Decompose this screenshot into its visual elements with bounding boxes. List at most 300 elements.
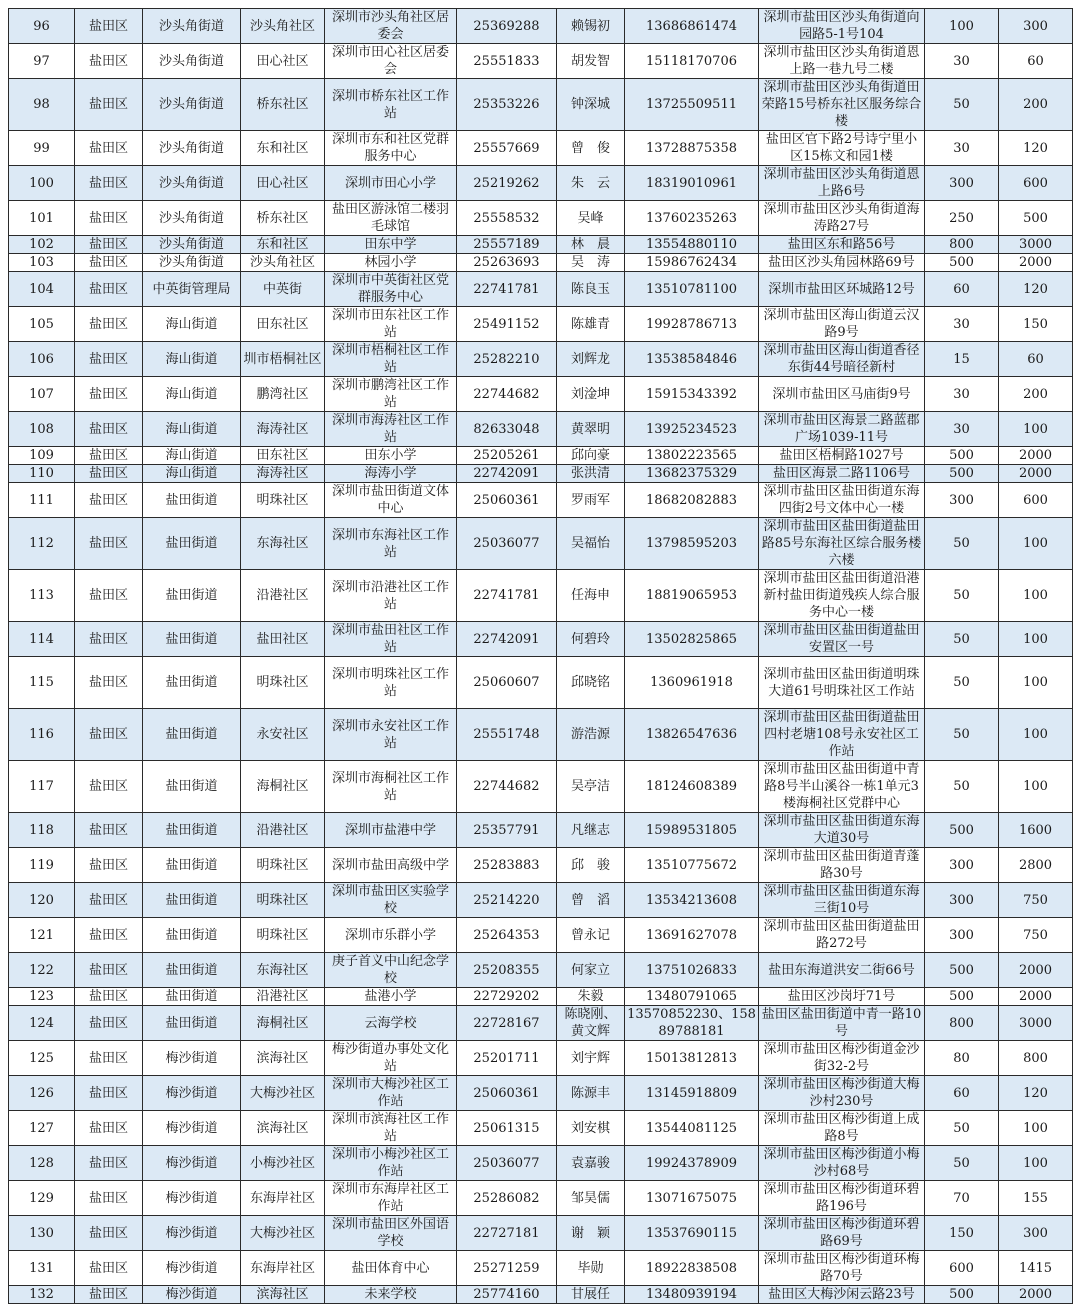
cell-street: 盐田街道	[143, 657, 241, 709]
cell-district: 盐田区	[75, 848, 143, 883]
cell-district: 盐田区	[75, 254, 143, 272]
cell-community: 田东社区	[241, 307, 325, 342]
cell-c2: 1415	[999, 1251, 1073, 1286]
cell-street: 沙头角街道	[143, 236, 241, 254]
cell-district: 盐田区	[75, 483, 143, 518]
cell-site: 庚子首义中山纪念学校	[325, 953, 457, 988]
cell-no: 122	[9, 953, 75, 988]
cell-no: 118	[9, 813, 75, 848]
cell-c1: 600	[925, 1251, 999, 1286]
cell-street: 盐田街道	[143, 518, 241, 570]
cell-community: 东和社区	[241, 131, 325, 166]
cell-community: 沿港社区	[241, 570, 325, 622]
cell-phone: 22728167	[457, 1006, 557, 1041]
cell-c1: 100	[925, 9, 999, 44]
cell-contact: 谢 颖	[557, 1216, 625, 1251]
cell-c2: 2000	[999, 988, 1073, 1006]
cell-c1: 500	[925, 988, 999, 1006]
table-row	[9, 1216, 1073, 1251]
cell-c1: 50	[925, 709, 999, 761]
cell-street: 梅沙街道	[143, 1111, 241, 1146]
cell-mobile: 13826547636	[625, 709, 759, 761]
cell-c1: 500	[925, 1286, 999, 1304]
cell-c2: 2000	[999, 447, 1073, 465]
cell-c2: 120	[999, 131, 1073, 166]
cell-street: 盐田街道	[143, 813, 241, 848]
cell-street: 盐田街道	[143, 988, 241, 1006]
cell-c1: 50	[925, 1146, 999, 1181]
cell-phone: 25205261	[457, 447, 557, 465]
cell-street: 海山街道	[143, 307, 241, 342]
cell-c1: 300	[925, 166, 999, 201]
cell-c2: 100	[999, 622, 1073, 657]
cell-c1: 500	[925, 953, 999, 988]
cell-no: 124	[9, 1006, 75, 1041]
cell-district: 盐田区	[75, 1076, 143, 1111]
table-row	[9, 518, 1073, 570]
cell-mobile: 13802223565	[625, 447, 759, 465]
cell-address: 盐田区东和路56号	[759, 236, 925, 254]
cell-address: 深圳市盐田区盐田街道盐田安置区一号	[759, 622, 925, 657]
cell-c1: 150	[925, 1216, 999, 1251]
cell-contact: 毕勋	[557, 1251, 625, 1286]
cell-site: 田东小学	[325, 447, 457, 465]
cell-contact: 胡发智	[557, 44, 625, 79]
cell-contact: 何家立	[557, 953, 625, 988]
cell-district: 盐田区	[75, 1041, 143, 1076]
cell-mobile: 13502825865	[625, 622, 759, 657]
cell-c2: 2000	[999, 254, 1073, 272]
cell-c1: 60	[925, 1076, 999, 1111]
cell-contact: 刘辉龙	[557, 342, 625, 377]
cell-c1: 500	[925, 465, 999, 483]
cell-site: 深圳市东海岸社区工作站	[325, 1181, 457, 1216]
cell-c2: 600	[999, 483, 1073, 518]
cell-site: 深圳市沿港社区工作站	[325, 570, 457, 622]
table-row	[9, 1111, 1073, 1146]
shelter-table	[8, 8, 1073, 1304]
cell-c2: 2000	[999, 465, 1073, 483]
cell-contact: 赖锡初	[557, 9, 625, 44]
cell-district: 盐田区	[75, 953, 143, 988]
cell-no: 115	[9, 657, 75, 709]
cell-c1: 15	[925, 342, 999, 377]
cell-community: 明珠社区	[241, 848, 325, 883]
cell-mobile: 15013812813	[625, 1041, 759, 1076]
cell-community: 海涛社区	[241, 412, 325, 447]
cell-c1: 500	[925, 813, 999, 848]
cell-no: 101	[9, 201, 75, 236]
cell-mobile: 13554880110	[625, 236, 759, 254]
cell-no: 103	[9, 254, 75, 272]
cell-community: 小梅沙社区	[241, 1146, 325, 1181]
cell-mobile: 18124608389	[625, 761, 759, 813]
cell-address: 深圳市盐田区梅沙街道上成路8号	[759, 1111, 925, 1146]
cell-no: 113	[9, 570, 75, 622]
cell-contact: 曾永记	[557, 918, 625, 953]
cell-phone: 25557189	[457, 236, 557, 254]
table-row	[9, 1251, 1073, 1286]
cell-community: 明珠社区	[241, 483, 325, 518]
cell-contact: 任海申	[557, 570, 625, 622]
cell-c1: 300	[925, 483, 999, 518]
cell-phone: 25219262	[457, 166, 557, 201]
cell-address: 深圳市盐田区盐田街道东海三街10号	[759, 883, 925, 918]
cell-site: 深圳市永安社区工作站	[325, 709, 457, 761]
cell-phone: 25774160	[457, 1286, 557, 1304]
cell-site: 田东中学	[325, 236, 457, 254]
cell-street: 梅沙街道	[143, 1146, 241, 1181]
cell-district: 盐田区	[75, 622, 143, 657]
cell-community: 滨海社区	[241, 1111, 325, 1146]
cell-no: 127	[9, 1111, 75, 1146]
cell-contact: 刘安棋	[557, 1111, 625, 1146]
cell-street: 梅沙街道	[143, 1076, 241, 1111]
cell-address: 深圳市盐田区盐田街道中青路8号半山溪谷一栋1单元3楼海桐社区党群中心	[759, 761, 925, 813]
cell-c2: 100	[999, 1146, 1073, 1181]
cell-no: 96	[9, 9, 75, 44]
cell-address: 深圳市盐田区梅沙街道大梅沙村230号	[759, 1076, 925, 1111]
table-row	[9, 9, 1073, 44]
cell-site: 深圳市盐田社区工作站	[325, 622, 457, 657]
cell-mobile: 13686861474	[625, 9, 759, 44]
cell-c2: 2000	[999, 1286, 1073, 1304]
cell-street: 盐田街道	[143, 918, 241, 953]
cell-c2: 120	[999, 1076, 1073, 1111]
cell-community: 中英街	[241, 272, 325, 307]
table-row	[9, 883, 1073, 918]
table-row	[9, 166, 1073, 201]
cell-mobile: 13728875358	[625, 131, 759, 166]
cell-community: 桥东社区	[241, 79, 325, 131]
cell-district: 盐田区	[75, 1006, 143, 1041]
cell-district: 盐田区	[75, 377, 143, 412]
cell-street: 中英街管理局	[143, 272, 241, 307]
cell-community: 海桐社区	[241, 761, 325, 813]
cell-contact: 陈良玉	[557, 272, 625, 307]
table-row	[9, 1076, 1073, 1111]
cell-community: 沿港社区	[241, 813, 325, 848]
cell-c2: 3000	[999, 236, 1073, 254]
cell-community: 沙头角社区	[241, 254, 325, 272]
cell-phone: 25214220	[457, 883, 557, 918]
cell-community: 永安社区	[241, 709, 325, 761]
cell-site: 盐田区游泳馆二楼羽毛球馆	[325, 201, 457, 236]
cell-address: 深圳市盐田区沙头角街道海涛路27号	[759, 201, 925, 236]
cell-contact: 袁嘉骏	[557, 1146, 625, 1181]
cell-c2: 2000	[999, 953, 1073, 988]
cell-no: 98	[9, 79, 75, 131]
cell-c2: 300	[999, 9, 1073, 44]
cell-community: 海涛社区	[241, 465, 325, 483]
cell-district: 盐田区	[75, 166, 143, 201]
cell-mobile: 15989531805	[625, 813, 759, 848]
cell-district: 盐田区	[75, 988, 143, 1006]
cell-district: 盐田区	[75, 1286, 143, 1304]
cell-mobile: 15915343392	[625, 377, 759, 412]
cell-no: 130	[9, 1216, 75, 1251]
cell-community: 滨海社区	[241, 1286, 325, 1304]
cell-address: 盐田区梧桐路1027号	[759, 447, 925, 465]
cell-contact: 吴福怡	[557, 518, 625, 570]
cell-phone: 25036077	[457, 518, 557, 570]
cell-street: 盐田街道	[143, 848, 241, 883]
cell-address: 深圳市盐田区盐田街道沿港新村盐田街道残疾人综合服务中心一楼	[759, 570, 925, 622]
table-row	[9, 465, 1073, 483]
cell-site: 深圳市大梅沙社区工作站	[325, 1076, 457, 1111]
cell-mobile: 13682375329	[625, 465, 759, 483]
table-row	[9, 848, 1073, 883]
cell-mobile: 13537690115	[625, 1216, 759, 1251]
cell-site: 深圳市滨海社区工作站	[325, 1111, 457, 1146]
cell-c1: 300	[925, 883, 999, 918]
cell-district: 盐田区	[75, 236, 143, 254]
cell-no: 102	[9, 236, 75, 254]
cell-community: 桥东社区	[241, 201, 325, 236]
cell-address: 盐田区沙头角园林路69号	[759, 254, 925, 272]
table-row	[9, 1286, 1073, 1304]
cell-site: 深圳市田心社区居委会	[325, 44, 457, 79]
cell-c1: 60	[925, 272, 999, 307]
cell-c1: 50	[925, 622, 999, 657]
cell-address: 深圳市盐田区沙头角街道田荣路15号桥东社区服务综合楼	[759, 79, 925, 131]
cell-street: 海山街道	[143, 447, 241, 465]
cell-c2: 155	[999, 1181, 1073, 1216]
cell-community: 大梅沙社区	[241, 1216, 325, 1251]
cell-phone: 25357791	[457, 813, 557, 848]
cell-phone: 22744682	[457, 377, 557, 412]
cell-contact: 陈源丰	[557, 1076, 625, 1111]
cell-phone: 22742091	[457, 465, 557, 483]
cell-contact: 曾 俊	[557, 131, 625, 166]
cell-site: 深圳市中英街社区党群服务中心	[325, 272, 457, 307]
cell-no: 111	[9, 483, 75, 518]
cell-district: 盐田区	[75, 883, 143, 918]
cell-c1: 300	[925, 918, 999, 953]
cell-c2: 200	[999, 79, 1073, 131]
cell-contact: 黄翠明	[557, 412, 625, 447]
cell-contact: 陈晓刚、黄文辉	[557, 1006, 625, 1041]
cell-contact: 吴 涛	[557, 254, 625, 272]
cell-no: 131	[9, 1251, 75, 1286]
cell-district: 盐田区	[75, 9, 143, 44]
cell-address: 深圳市盐田区盐田街道盐田路272号	[759, 918, 925, 953]
cell-c2: 3000	[999, 1006, 1073, 1041]
cell-phone: 25264353	[457, 918, 557, 953]
cell-community: 滨海社区	[241, 1041, 325, 1076]
table-row	[9, 447, 1073, 465]
cell-no: 105	[9, 307, 75, 342]
cell-phone: 25060361	[457, 1076, 557, 1111]
cell-contact: 林 晨	[557, 236, 625, 254]
cell-address: 深圳市盐田区沙头角街道恩上路6号	[759, 166, 925, 201]
table-row	[9, 307, 1073, 342]
cell-mobile: 13538584846	[625, 342, 759, 377]
table-row	[9, 412, 1073, 447]
cell-mobile: 18819065953	[625, 570, 759, 622]
table-row	[9, 761, 1073, 813]
cell-contact: 刘淦坤	[557, 377, 625, 412]
cell-address: 盐田区大梅沙闲云路23号	[759, 1286, 925, 1304]
cell-street: 梅沙街道	[143, 1041, 241, 1076]
cell-community: 大梅沙社区	[241, 1076, 325, 1111]
cell-mobile: 13925234523	[625, 412, 759, 447]
cell-site: 深圳市梧桐社区工作站	[325, 342, 457, 377]
cell-mobile: 18319010961	[625, 166, 759, 201]
cell-contact: 张洪清	[557, 465, 625, 483]
cell-community: 圳市梧桐社区	[241, 342, 325, 377]
table-row	[9, 1181, 1073, 1216]
cell-street: 沙头角街道	[143, 44, 241, 79]
cell-site: 云海学校	[325, 1006, 457, 1041]
cell-street: 盐田街道	[143, 883, 241, 918]
cell-mobile: 15986762434	[625, 254, 759, 272]
cell-street: 海山街道	[143, 465, 241, 483]
cell-contact: 吴峰	[557, 201, 625, 236]
cell-phone: 25282210	[457, 342, 557, 377]
cell-mobile: 13798595203	[625, 518, 759, 570]
cell-contact: 陈雄青	[557, 307, 625, 342]
cell-mobile: 18922838508	[625, 1251, 759, 1286]
table-row	[9, 272, 1073, 307]
cell-community: 鹏湾社区	[241, 377, 325, 412]
cell-phone: 25263693	[457, 254, 557, 272]
cell-c2: 100	[999, 518, 1073, 570]
cell-c1: 800	[925, 236, 999, 254]
cell-street: 盐田街道	[143, 483, 241, 518]
cell-no: 107	[9, 377, 75, 412]
cell-community: 东海社区	[241, 953, 325, 988]
cell-c1: 30	[925, 412, 999, 447]
cell-street: 海山街道	[143, 377, 241, 412]
cell-phone: 25557669	[457, 131, 557, 166]
cell-district: 盐田区	[75, 465, 143, 483]
cell-c2: 60	[999, 44, 1073, 79]
cell-address: 深圳市盐田区梅沙街道环碧路69号	[759, 1216, 925, 1251]
cell-contact: 邹昊儒	[557, 1181, 625, 1216]
cell-district: 盐田区	[75, 709, 143, 761]
table-row	[9, 1146, 1073, 1181]
cell-street: 海山街道	[143, 412, 241, 447]
table-row	[9, 570, 1073, 622]
cell-community: 沙头角社区	[241, 9, 325, 44]
cell-mobile: 18682082883	[625, 483, 759, 518]
cell-c2: 100	[999, 412, 1073, 447]
cell-street: 梅沙街道	[143, 1181, 241, 1216]
table-row	[9, 813, 1073, 848]
cell-no: 125	[9, 1041, 75, 1076]
cell-no: 114	[9, 622, 75, 657]
table-row	[9, 201, 1073, 236]
cell-c2: 2800	[999, 848, 1073, 883]
table-body	[9, 9, 1073, 1304]
cell-address: 盐田区沙岗圩71号	[759, 988, 925, 1006]
cell-c2: 100	[999, 570, 1073, 622]
cell-community: 海桐社区	[241, 1006, 325, 1041]
cell-phone: 22741781	[457, 570, 557, 622]
cell-street: 盐田街道	[143, 709, 241, 761]
cell-c1: 30	[925, 131, 999, 166]
cell-c1: 50	[925, 761, 999, 813]
cell-street: 沙头角街道	[143, 166, 241, 201]
cell-mobile: 1360961918	[625, 657, 759, 709]
cell-mobile: 13760235263	[625, 201, 759, 236]
cell-mobile: 13480791065	[625, 988, 759, 1006]
cell-no: 109	[9, 447, 75, 465]
cell-district: 盐田区	[75, 131, 143, 166]
cell-community: 东和社区	[241, 236, 325, 254]
cell-community: 田东社区	[241, 447, 325, 465]
cell-street: 盐田街道	[143, 622, 241, 657]
cell-no: 116	[9, 709, 75, 761]
cell-no: 120	[9, 883, 75, 918]
cell-phone: 22744682	[457, 761, 557, 813]
cell-address: 深圳市盐田区梅沙街道环碧路196号	[759, 1181, 925, 1216]
cell-site: 深圳市盐田街道文体中心	[325, 483, 457, 518]
cell-community: 明珠社区	[241, 918, 325, 953]
cell-street: 梅沙街道	[143, 1286, 241, 1304]
cell-street: 海山街道	[143, 342, 241, 377]
cell-c2: 100	[999, 657, 1073, 709]
cell-phone: 25558532	[457, 201, 557, 236]
cell-contact: 游浩源	[557, 709, 625, 761]
cell-address: 深圳市盐田区海景二路蓝郡广场1039-11号	[759, 412, 925, 447]
cell-contact: 凡继志	[557, 813, 625, 848]
cell-c1: 50	[925, 1111, 999, 1146]
cell-c1: 30	[925, 44, 999, 79]
cell-site: 深圳市沙头角社区居委会	[325, 9, 457, 44]
cell-no: 106	[9, 342, 75, 377]
cell-c1: 80	[925, 1041, 999, 1076]
cell-no: 110	[9, 465, 75, 483]
table-row	[9, 483, 1073, 518]
cell-contact: 朱毅	[557, 988, 625, 1006]
cell-no: 129	[9, 1181, 75, 1216]
cell-site: 海涛小学	[325, 465, 457, 483]
cell-c2: 200	[999, 377, 1073, 412]
cell-district: 盐田区	[75, 570, 143, 622]
cell-community: 东海社区	[241, 518, 325, 570]
cell-community: 盐田社区	[241, 622, 325, 657]
cell-district: 盐田区	[75, 201, 143, 236]
cell-address: 深圳市盐田区马庙街9号	[759, 377, 925, 412]
cell-mobile: 13725509511	[625, 79, 759, 131]
cell-no: 100	[9, 166, 75, 201]
table-row	[9, 1041, 1073, 1076]
cell-phone: 25061315	[457, 1111, 557, 1146]
table-row	[9, 236, 1073, 254]
cell-mobile: 13570852230、15889788181	[625, 1006, 759, 1041]
cell-address: 深圳市盐田区盐田街道东海四街2号文体中心一楼	[759, 483, 925, 518]
cell-c2: 1600	[999, 813, 1073, 848]
cell-district: 盐田区	[75, 79, 143, 131]
cell-c2: 100	[999, 761, 1073, 813]
cell-site: 未来学校	[325, 1286, 457, 1304]
cell-phone: 22729202	[457, 988, 557, 1006]
cell-site: 深圳市明珠社区工作站	[325, 657, 457, 709]
table-row	[9, 131, 1073, 166]
cell-c2: 120	[999, 272, 1073, 307]
cell-phone: 25353226	[457, 79, 557, 131]
cell-site: 深圳市桥东社区工作站	[325, 79, 457, 131]
cell-c1: 30	[925, 377, 999, 412]
cell-phone: 82633048	[457, 412, 557, 447]
cell-contact: 朱 云	[557, 166, 625, 201]
cell-phone: 22742091	[457, 622, 557, 657]
cell-site: 深圳市田东社区工作站	[325, 307, 457, 342]
cell-contact: 曾 滔	[557, 883, 625, 918]
cell-phone: 22741781	[457, 272, 557, 307]
